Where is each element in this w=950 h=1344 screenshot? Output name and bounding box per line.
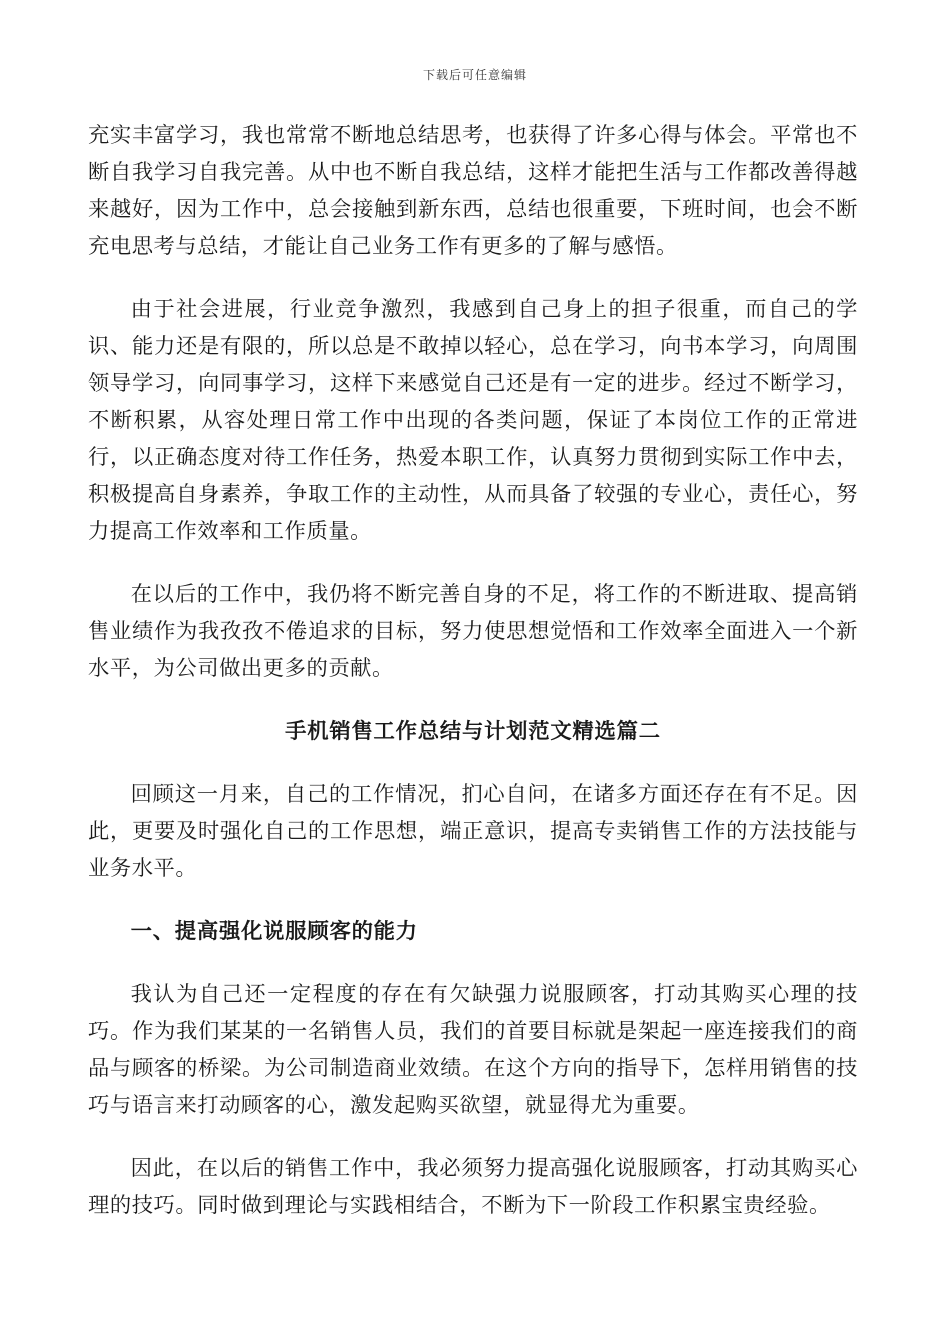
paragraph: 在以后的工作中，我仍将不断完善自身的不足，将工作的不断进取、提高销售业绩作为我孜孜不倦追求的目标，努力使思想觉悟和工作效率全面进入一个新水平，为公司做出更多的贡献。 — [88, 582, 858, 681]
page-header: 下载后可任意编辑 — [422, 68, 527, 82]
document-body — [88, 117, 858, 1250]
paragraph-continued: 充实丰富学习，我也常常不断地总结思考，也获得了许多心得与体会。平常也不断自我学习自我完善。从中也不断自我总结，这样才能把生活与工作都改善得越来越好，因为工作中，总会接触到新东西，总结也很重要，下班时间，也会不断充电思考与总结，才能让自己业务工作有更多的了解与感悟。 — [88, 123, 858, 259]
paragraph: 因此，在以后的销售工作中，我必须努力提高强化说服顾客，打动其购买心理的技巧。同时做到理论与实践相结合，不断为下一阶段工作积累宝贵经验。 — [88, 1156, 858, 1218]
paragraph: 由于社会进展，行业竞争激烈，我感到自己身上的担子很重，而自己的学识、能力还是有限的，所以总是不敢掉以轻心，总在学习，向书本学习，向周围领导学习，向同事学习，这样下来感觉自己还是有一定的进步。经过不断学习，不断积累，从容处理日常工作中出现的各类问题，保证了本岗位工作的正常进行，以正确态度对待工作任务，热爱本职工作，认真努力贯彻到实际工作中去，积极提高自身素养，争取工作的主动性，从而具备了较强的专业心，责任心，努力提高工作效率和工作质量。 — [88, 297, 858, 544]
paragraph: 回顾这一月来，自己的工作情况，扪心自问，在诸多方面还存在有不足。因此，更要及时强化自己的工作思想，端正意识，提高专卖销售工作的方法技能与业务水平。 — [88, 782, 858, 881]
paragraph: 我认为自己还一定程度的存在有欠缺强力说服顾客，打动其购买心理的技巧。作为我们某某的一名销售人员，我们的首要目标就是架起一座连接我们的商品与顾客的桥梁。为公司制造商业效绩。在这个方向的指导下，怎样用销售的技巧与语言来打动顾客的心，激发起购买欲望，就显得尤为重要。 — [88, 982, 858, 1118]
section-title: 手机销售工作总结与计划范文精选篇二 — [285, 719, 661, 744]
sub-heading: 一、提高强化说服顾客的能力 — [130, 919, 418, 944]
